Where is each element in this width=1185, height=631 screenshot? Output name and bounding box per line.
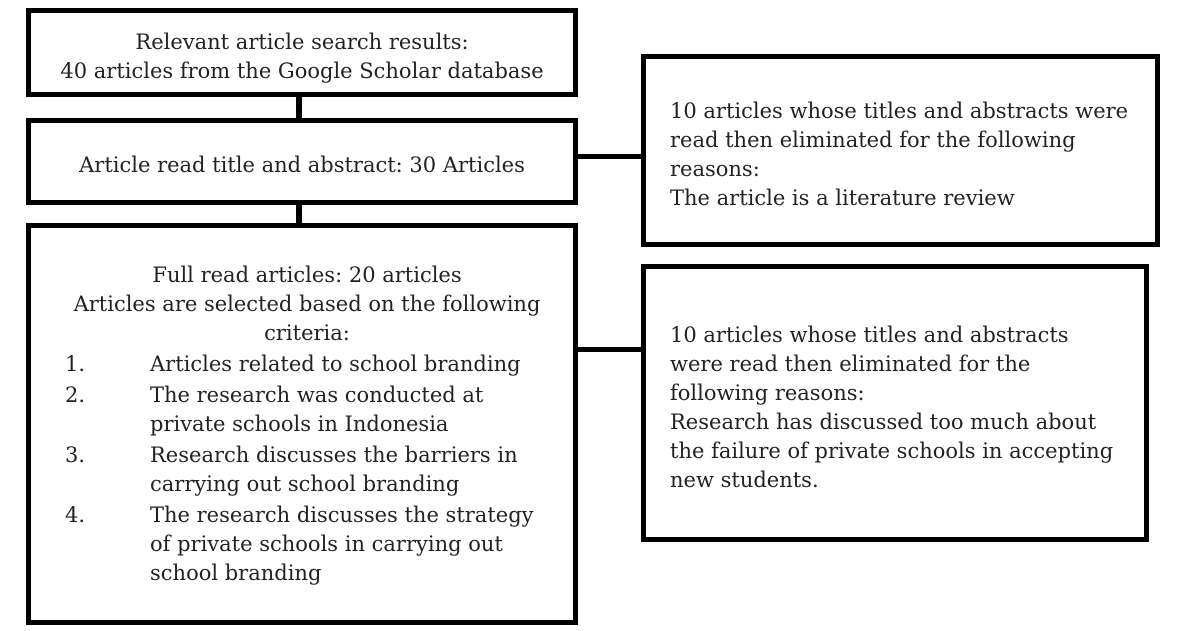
exclusion-box-literature-review [641,54,1160,247]
criteria-item [61,381,553,439]
exclusion1-intro: 10 articles whose titles and abstracts were read then eliminated for the following reasons: [670,99,1129,181]
criteria-text: Research discusses the barriers in carrying out school branding [150,443,518,496]
search-results-box [26,8,578,97]
criteria-text: The research was conducted at private schools in Indonesia [150,383,484,436]
exclusion2-reason: Research has discussed too much about the failure of private schools in accepting new students. [670,410,1114,492]
title-abstract-text: Article read title and abstract: 30 Articles [79,153,525,177]
connector-title-to-exclusion1 [577,154,642,159]
criteria-number: 4. [65,503,86,527]
criteria-number: 2. [65,383,86,407]
criteria-text: Articles related to school branding [150,352,521,376]
exclusion1-reason: The article is a literature review [670,186,1015,210]
full-read-heading: Full read articles: 20 articles [152,263,462,287]
criteria-list [61,350,553,588]
connector-fullread-to-exclusion2 [577,347,642,352]
search-results-line1: Relevant article search results: [135,30,469,54]
connector-search-to-title [296,96,302,119]
search-results-line2: 40 articles from the Google Scholar database [60,59,544,83]
criteria-number: 1. [65,352,86,376]
full-read-box [26,223,578,625]
criteria-item [61,441,553,499]
criteria-text: The research discusses the strategy of private schools in carrying out school branding [150,503,534,585]
criteria-intro: Articles are selected based on the following criteria: [73,292,541,345]
exclusion2-intro: 10 articles whose titles and abstracts were read then eliminated for the following reasons: [670,323,1069,405]
connector-title-to-fullread [296,204,302,224]
criteria-item [61,501,553,588]
title-abstract-box [26,118,578,205]
criteria-number: 3. [65,443,86,467]
exclusion-box-failure-topic [641,264,1149,542]
criteria-item [61,350,553,379]
